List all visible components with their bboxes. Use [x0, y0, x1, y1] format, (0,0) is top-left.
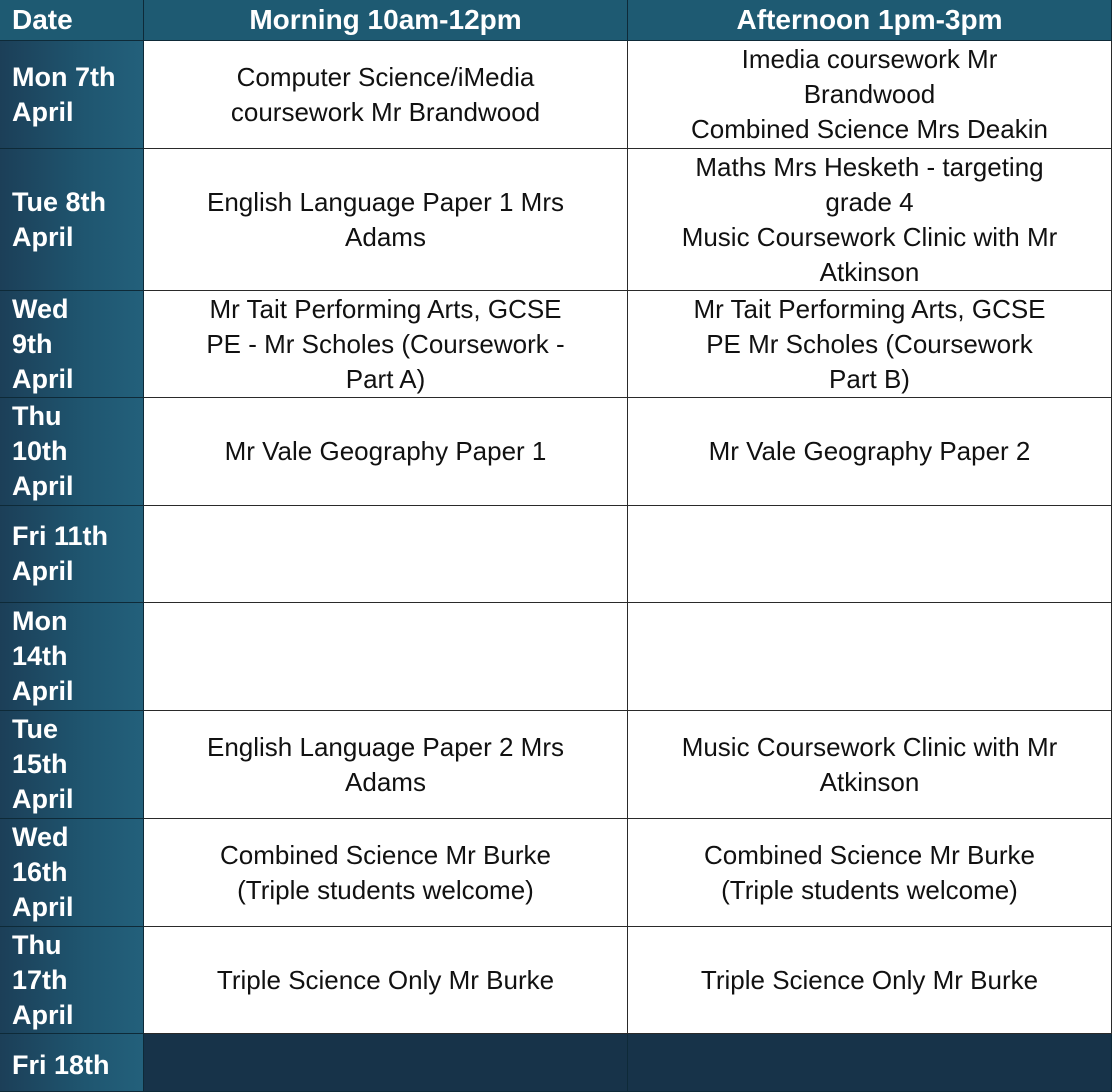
row-afternoon: [628, 603, 1112, 711]
row-date: Fri 11th April: [0, 506, 144, 603]
row-afternoon: [628, 506, 1112, 603]
row-morning: Mr Tait Performing Arts, GCSE PE - Mr Scholes (Coursework - Part A): [144, 291, 628, 398]
row-morning: Mr Vale Geography Paper 1: [144, 398, 628, 506]
header-date: Date: [0, 0, 144, 41]
row-date: Thu 10th April: [0, 398, 144, 506]
row-date: Mon 7th April: [0, 41, 144, 149]
row-morning: English Language Paper 1 Mrs Adams: [144, 149, 628, 291]
row-date: Tue 8th April: [0, 149, 144, 291]
row-morning: Computer Science/iMedia coursework Mr Brandwood: [144, 41, 628, 149]
row-date: Fri 18th: [0, 1034, 144, 1092]
row-morning: English Language Paper 2 Mrs Adams: [144, 711, 628, 819]
row-morning: [144, 603, 628, 711]
row-afternoon: Combined Science Mr Burke (Triple students welcome): [628, 819, 1112, 927]
row-morning: [144, 1034, 628, 1092]
row-afternoon: Mr Vale Geography Paper 2: [628, 398, 1112, 506]
header-morning: Morning 10am-12pm: [144, 0, 628, 41]
row-morning: [144, 506, 628, 603]
row-afternoon: Mr Tait Performing Arts, GCSE PE Mr Scholes (Coursework Part B): [628, 291, 1112, 398]
row-afternoon: Imedia coursework Mr Brandwood Combined Science Mrs Deakin: [628, 41, 1112, 149]
row-afternoon: Triple Science Only Mr Burke: [628, 927, 1112, 1034]
row-date: Thu 17th April: [0, 927, 144, 1034]
row-afternoon: Music Coursework Clinic with Mr Atkinson: [628, 711, 1112, 819]
row-morning: Combined Science Mr Burke (Triple students welcome): [144, 819, 628, 927]
row-date: Wed 16th April: [0, 819, 144, 927]
row-afternoon: Maths Mrs Hesketh - targeting grade 4 Music Coursework Clinic with Mr Atkinson: [628, 149, 1112, 291]
row-afternoon: [628, 1034, 1112, 1092]
row-morning: Triple Science Only Mr Burke: [144, 927, 628, 1034]
row-date: Mon 14th April: [0, 603, 144, 711]
row-date: Tue 15th April: [0, 711, 144, 819]
header-afternoon: Afternoon 1pm-3pm: [628, 0, 1112, 41]
row-date: Wed 9th April: [0, 291, 144, 398]
